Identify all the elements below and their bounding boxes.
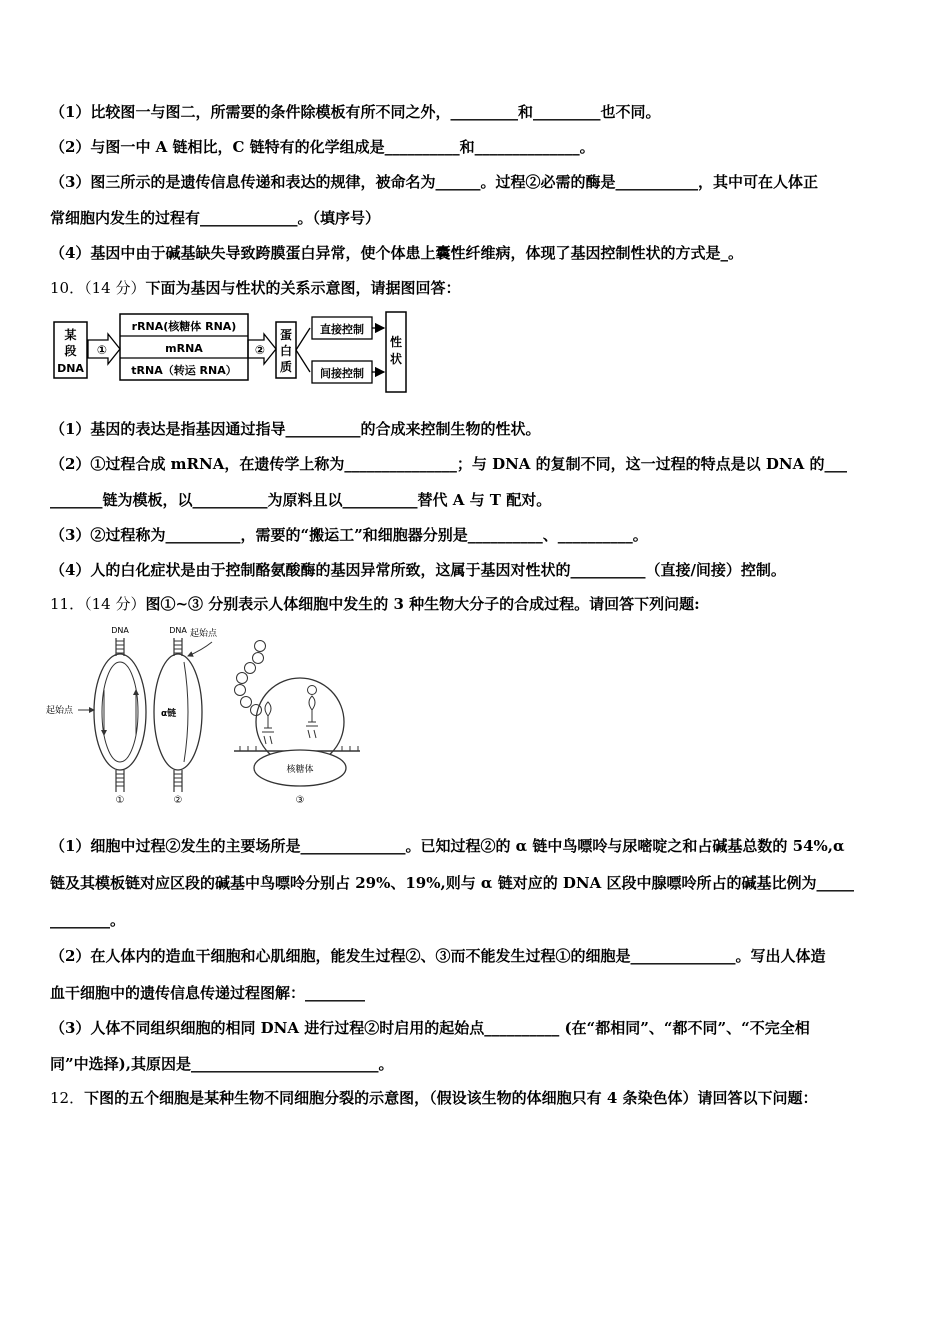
dna-label-3: DNA <box>57 362 84 375</box>
figure2-label: ② <box>173 795 183 806</box>
gene-trait-diagram <box>52 310 412 396</box>
q10-part3: （3）②过程称为__________，需要的“搬运工”和细胞器分别是__________、__________。 <box>50 526 648 544</box>
q11-part1-line3: ________。 <box>50 911 126 929</box>
dna-label-b: DNA <box>169 626 187 635</box>
q10-title: 下面为基因与性状的关系示意图，请据图回答： <box>145 279 461 297</box>
dna-label-a: DNA <box>111 626 129 635</box>
indirect-control-label: 间接控制 <box>320 367 364 380</box>
q10-part2-line1: （2）①过程合成 mRNA，在遗传学上称为_______________；与 DNA 的复制不同，这一过程的特点是以 DNA 的___ <box>50 455 847 473</box>
synthesis-diagram <box>42 620 372 810</box>
figure1-label: ① <box>115 795 125 806</box>
trna-right <box>306 696 318 738</box>
dna-label-2: 段 <box>64 344 77 358</box>
ribosome-label: 核糖体 <box>286 765 314 775</box>
trna-label: tRNA（转运 RNA） <box>131 364 237 377</box>
dna-label-1: 某 <box>64 328 77 342</box>
replication-diagram <box>46 626 146 806</box>
q10-part4: （4）人的白化症状是由于控制酪氨酸酶的基因异常所致，这属于基因对性状的__________（直接/间接）控制。 <box>50 561 786 579</box>
step2-label: ② <box>254 343 266 357</box>
q12-title: 下图的五个细胞是某种生物不同细胞分裂的示意图，（假设该生物的体细胞只有 4 条染色体）请回答以下问题： <box>84 1089 818 1107</box>
q12-header <box>50 1087 817 1108</box>
origin-left-label: 起始点 <box>46 706 74 716</box>
q9-part3-line1: （3）图三所示的是遗传信息传递和表达的规律，被命名为______。过程②必需的酶是___________，其中可在人体正 <box>50 173 818 191</box>
protein-label-3: 质 <box>279 360 293 374</box>
q11-header <box>50 593 700 614</box>
alpha-chain-label: α链 <box>161 709 177 719</box>
q11-part1-line2: 链及其模板链对应区段的碱基中鸟嘌呤分别占 29%、19%,则与 α 链对应的 DNA 区段中腺嘌呤所占的碱基比例为_____ <box>50 874 854 892</box>
direct-control-label: 直接控制 <box>320 323 364 336</box>
q10-number: 10．（14 分） <box>50 279 146 297</box>
q10-part2-line2: _______链为模板，以__________为原料且以__________替代 A 与 T 配对。 <box>50 491 552 509</box>
q12-number: 12． <box>50 1089 85 1107</box>
origin-top-label: 起始点 <box>190 629 218 639</box>
q11-part3-line1: （3）人体不同组织细胞的相同 DNA 进行过程②时启用的起始点__________ (在“都相同”、“都不同”、“不完全相 <box>50 1019 810 1037</box>
q11-part2-line1: （2）在人体内的造血干细胞和心肌细胞，能发生过程②、③而不能发生过程①的细胞是______________。写出人体造 <box>50 947 826 965</box>
figure3-label: ③ <box>295 795 305 806</box>
transcription-diagram <box>154 626 218 806</box>
q9-part1: （1）比较图一与图二，所需要的条件除模板有所不同之外，_________和_________也不同。 <box>50 103 661 121</box>
q10-part1: （1）基因的表达是指基因通过指导__________的合成来控制生物的性状。 <box>50 420 541 438</box>
step1-label: ① <box>96 343 108 357</box>
q11-part3-line2: 同”中选择),其原因是_________________________。 <box>50 1055 394 1073</box>
q10-header <box>50 277 460 298</box>
q11-title: 图①~③ 分别表示人体细胞中发生的 3 种生物大分子的合成过程。请回答下列问题: <box>145 595 700 613</box>
mrna-label: mRNA <box>165 342 203 355</box>
q11-part2-line2: 血干细胞中的遗传信息传递过程图解：________ <box>50 984 366 1002</box>
q11-number: 11．（14 分） <box>50 595 146 613</box>
rrna-label: rRNA(核糖体 RNA) <box>131 320 237 333</box>
trna-left <box>262 702 274 744</box>
protein-label-2: 白 <box>279 344 293 358</box>
q9-part2: （2）与图一中 A 链相比，C 链特有的化学组成是__________和______________。 <box>50 138 595 156</box>
translation-diagram <box>234 641 360 807</box>
trait-label-2: 状 <box>389 352 403 366</box>
trait-label-1: 性 <box>389 335 403 349</box>
protein-label-1: 蛋 <box>279 328 293 342</box>
q9-part3-line2: 常细胞内发生的过程有_____________。（填序号） <box>50 209 381 227</box>
q9-part4: （4）基因中由于碱基缺失导致跨膜蛋白异常，使个体患上囊性纤维病，体现了基因控制性状的方式是_。 <box>50 244 743 262</box>
q11-part1-line1: （1）细胞中过程②发生的主要场所是______________。已知过程②的 α 链中鸟嘌呤与尿嘧啶之和占碱基总数的 54%,α <box>50 837 845 855</box>
